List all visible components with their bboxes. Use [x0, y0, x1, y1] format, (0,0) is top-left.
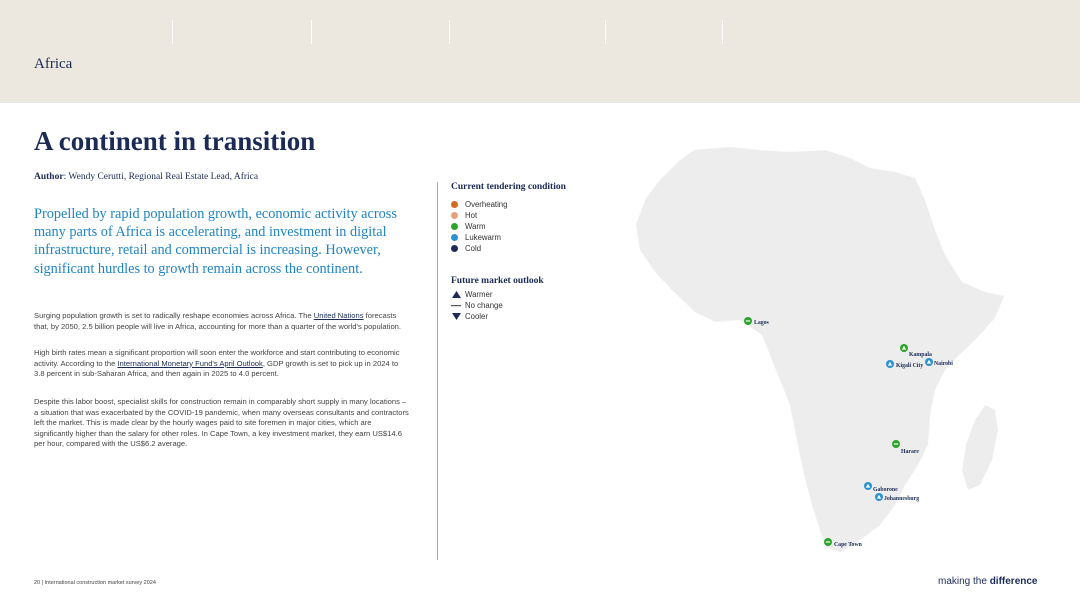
- tagline-text: making the: [938, 576, 990, 587]
- page-title: A continent in transition: [34, 126, 316, 156]
- header-band: [0, 0, 1080, 103]
- city-label-johannesburg: Johannesburg: [884, 496, 920, 502]
- page-footer-info: 20 | International construction market survey 2024: [34, 580, 156, 586]
- legend-item-warm: [451, 221, 486, 231]
- legend-item-no-change: [451, 300, 503, 310]
- legend-label: Hot: [465, 210, 478, 220]
- city-label-nairobi: Nairobi: [934, 361, 953, 367]
- author-value: : Wendy Cerutti, Regional Real Estate Lead, Africa: [63, 172, 259, 182]
- legend-label: Overheating: [465, 199, 508, 209]
- legend-label: No change: [465, 300, 503, 310]
- warm-dot-icon: [451, 223, 458, 230]
- body-text: , GDP growth is set to pick up in 2024 to 3.8 percent in sub-Saharan Africa, and then again in 2025 to 4.0 percent.: [34, 358, 399, 379]
- header-divider: [172, 20, 173, 44]
- legend-item-lukewarm: [451, 232, 501, 242]
- city-label-kampala: Kampala: [909, 352, 932, 358]
- header-divider: [311, 20, 312, 44]
- author-label: Author: [34, 172, 64, 182]
- madagascar-landmass: [962, 405, 998, 490]
- cold-dot-icon: [451, 245, 458, 252]
- no-change-icon: [826, 541, 830, 542]
- legend-item-cold: [451, 243, 481, 253]
- tendering-legend-title: Current tendering condition: [451, 182, 566, 192]
- legend-label: Warm: [465, 221, 486, 231]
- legend-item-cooler: [451, 311, 488, 321]
- africa-map: [600, 140, 1060, 560]
- body-paragraph-3: Despite this labor boost, specialist skills for construction remain in comparably short supply in many locations – a situation that was exacerbated by the COVID-19 pandemic, when many overseas consultants and contractors left the market. This is made clear by the hourly wages paid to site foremen in major cities, which are significantly higher than the salary for other roles. In Cape Town, a key investment market, they earn US$14.6 per hour, compared with the US$6.2 average.: [34, 397, 409, 449]
- city-label-harare: Harare: [901, 449, 919, 455]
- triangle-up-icon: [451, 291, 461, 298]
- legend-item-warmer: [451, 289, 492, 299]
- overheating-dot-icon: [451, 201, 458, 208]
- legend-label: Cooler: [465, 311, 488, 321]
- legend-label: Lukewarm: [465, 232, 501, 242]
- hot-dot-icon: [451, 212, 458, 219]
- column-divider: [437, 182, 438, 560]
- tagline-emphasis: difference: [989, 576, 1038, 587]
- city-label-lagos: Lagos: [754, 320, 769, 326]
- africa-landmass: [636, 147, 1004, 552]
- no-change-icon: [894, 443, 898, 444]
- imf-outlook-link[interactable]: International Monetary Fund's April Outlook: [117, 358, 263, 368]
- legend-item-overheating: [451, 199, 507, 209]
- section-label: Africa: [34, 56, 73, 72]
- header-divider: [605, 20, 606, 44]
- outlook-legend-title: Future market outlook: [451, 276, 544, 286]
- united-nations-link[interactable]: United Nations: [313, 311, 364, 320]
- lukewarm-dot-icon: [451, 234, 458, 241]
- body-paragraph-2: [34, 348, 409, 380]
- dash-icon: [451, 302, 461, 309]
- city-label-kigali-city: Kigali City: [896, 363, 924, 369]
- body-text: Surging population growth is set to radically reshape economies across Africa. The: [34, 311, 314, 320]
- header-divider: [722, 20, 723, 44]
- city-label-gaborone: Gaborone: [873, 487, 898, 493]
- body-text: High birth rates mean a significant proportion will soon enter the workforce and start contributing to economic activity. According to the: [34, 348, 400, 368]
- body-text: forecasts that, by 2050, 2.5 billion people will live in Africa, accounting for more than a quarter of the world's population.: [34, 311, 402, 331]
- no-change-icon: [746, 320, 750, 321]
- author-line: [34, 172, 258, 182]
- brand-tagline: [938, 576, 1038, 587]
- legend-label: Warmer: [465, 289, 493, 299]
- body-paragraph-1: [34, 311, 409, 332]
- triangle-down-icon: [451, 313, 461, 320]
- legend-label: Cold: [465, 243, 482, 253]
- header-divider: [449, 20, 450, 44]
- city-label-cape-town: Cape Town: [834, 542, 862, 548]
- legend-item-hot: [451, 210, 477, 220]
- lead-paragraph: Propelled by rapid population growth, economic activity across many parts of Africa is accelerating, and investment in digital infrastructure, retail and commercial is increasing. However, significant hurdles to growth remain across the continent.: [34, 206, 397, 277]
